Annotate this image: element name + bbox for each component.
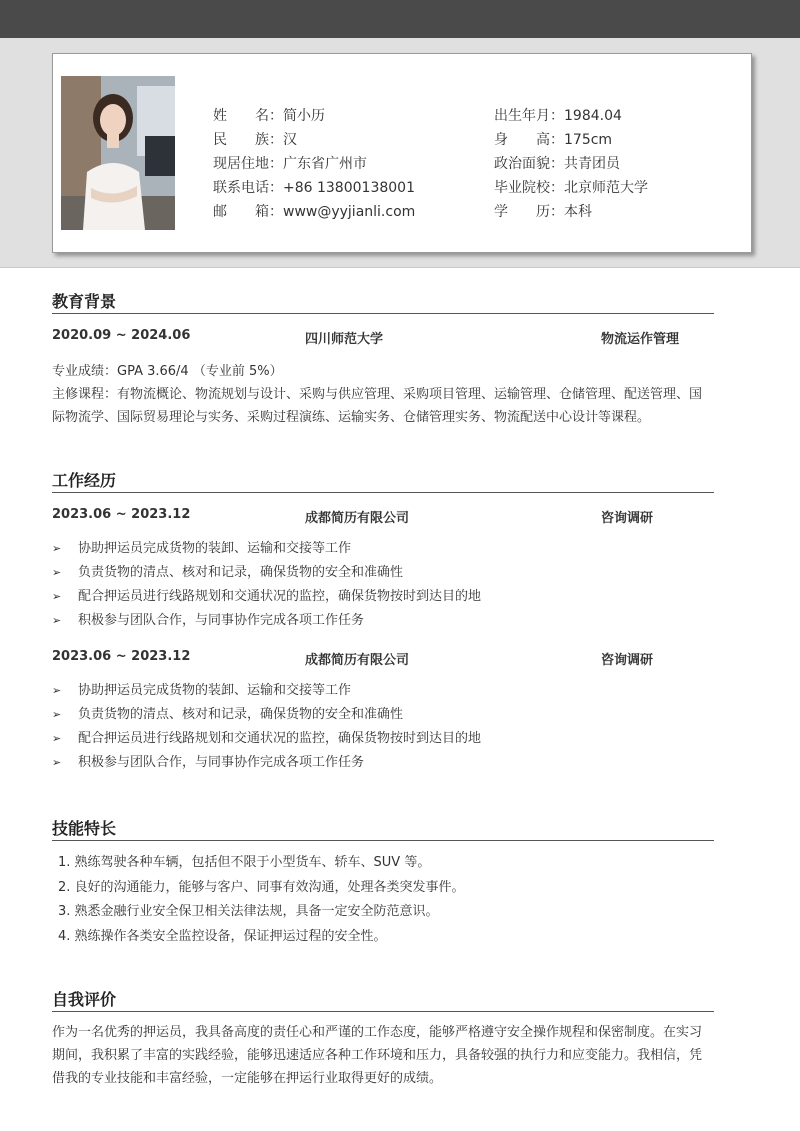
education-section	[52, 290, 714, 429]
education-courses: 主修课程：有物流概论、物流规划与设计、采购与供应管理、采购项目管理、运输管理、仓储管理、配送管理、国际物流学、国际贸易理论与实务、采购过程演练、运输实务、仓储管理实务、物流配送中心设计等课程。	[52, 387, 703, 425]
profile-value: 本科	[564, 204, 592, 220]
list-item: 1. 熟练驾驶各种车辆，包括但不限于小型货车、轿车、SUV 等。	[58, 855, 431, 870]
skills-list	[52, 851, 714, 949]
profile-card	[52, 53, 752, 253]
profile-value: 1984.04	[564, 108, 622, 124]
arrowhead-bullet-icon: ➢	[52, 614, 62, 627]
profile-row-birth: 出生年月 ： 1984.04	[494, 104, 648, 128]
education-school: 四川师范大学	[305, 332, 384, 347]
profile-right-column	[494, 104, 648, 224]
section-title: 教育背景	[52, 290, 714, 314]
work-duties-list	[52, 537, 714, 633]
arrowhead-bullet-icon: ➢	[52, 684, 62, 697]
profile-value: www@yyjianli.com	[283, 204, 416, 220]
education-date: 2020.09 ~ 2024.06	[52, 328, 191, 343]
arrowhead-bullet-icon: ➢	[52, 566, 62, 579]
profile-row-name: 姓名 ： 简小历	[213, 104, 415, 128]
arrowhead-bullet-icon: ➢	[52, 732, 62, 745]
list-item: ➢ 配合押运员进行线路规划和交通状况的监控，确保货物按时到达目的地	[52, 727, 714, 751]
profile-row-residence: 现居住地 ： 广东省广州市	[213, 152, 415, 176]
profile-row-height: 身高 ： 175cm	[494, 128, 648, 152]
education-gpa: 专业成绩：GPA 3.66/4 （专业前 5%）	[52, 364, 283, 379]
list-item: ➢ 协助押运员完成货物的装卸、运输和交接等工作	[52, 537, 714, 561]
work-role: 咨询调研	[601, 511, 654, 526]
list-item: ➢ 负责货物的清点、核对和记录，确保货物的安全和准确性	[52, 561, 714, 585]
list-item: ➢ 协助押运员完成货物的装卸、运输和交接等工作	[52, 679, 714, 703]
profile-label: 身高	[494, 132, 550, 148]
top-bar	[0, 0, 800, 38]
arrowhead-bullet-icon: ➢	[52, 756, 62, 769]
arrowhead-bullet-icon: ➢	[52, 542, 62, 555]
list-item: 4. 熟练操作各类安全监控设备，保证押运过程的安全性。	[58, 928, 387, 944]
profile-label: 姓名	[213, 108, 269, 124]
list-item: 3. 熟悉金融行业安全保卫相关法律法规，具备一定安全防范意识。	[58, 904, 439, 919]
profile-label: 出生年月	[494, 108, 550, 124]
list-item: ➢ 配合押运员进行线路规划和交通状况的监控，确保货物按时到达目的地	[52, 585, 714, 609]
profile-left-column	[213, 104, 415, 224]
profile-label: 学历	[494, 204, 550, 220]
education-major: 物流运作管理	[601, 332, 680, 347]
education-entry-header	[52, 328, 714, 350]
profile-label: 毕业院校	[494, 180, 550, 196]
profile-label: 民族	[213, 132, 269, 148]
profile-label: 邮箱	[213, 204, 269, 220]
work-section	[52, 469, 714, 775]
self-evaluation-text: 作为一名优秀的押运员，我具备高度的责任心和严谨的工作态度，能够严格遵守安全操作规程和保密制度。在实习期间，我积累了丰富的实践经验，能够迅速适应各种工作环境和压力，具备较强的执行力和应变能力。我相信，凭借我的专业技能和丰富经验，一定能够在押运行业取得更好的成绩。	[52, 1025, 703, 1086]
work-date: 2023.06 ~ 2023.12	[52, 507, 191, 522]
profile-label: 现居住地	[213, 156, 269, 172]
section-title: 工作经历	[52, 469, 714, 493]
profile-value: 北京师范大学	[564, 180, 648, 196]
section-title: 技能特长	[52, 817, 714, 841]
profile-value: 共青团员	[564, 156, 620, 172]
profile-value: 汉	[283, 132, 297, 148]
profile-row-political: 政治面貌 ： 共青团员	[494, 152, 648, 176]
profile-value: 简小历	[283, 108, 325, 124]
profile-label: 联系电话	[213, 180, 269, 196]
profile-row-email: 邮箱 ： www@yyjianli.com	[213, 200, 415, 224]
profile-label: 政治面貌	[494, 156, 550, 172]
arrowhead-bullet-icon: ➢	[52, 590, 62, 603]
work-entry-header	[52, 649, 714, 671]
skills-section	[52, 817, 714, 949]
list-item: ➢ 积极参与团队合作，与同事协作完成各项工作任务	[52, 609, 714, 633]
work-company: 成都简历有限公司	[305, 653, 410, 668]
work-company: 成都简历有限公司	[305, 511, 410, 526]
profile-value: +86 13800138001	[283, 180, 415, 196]
self-evaluation-section	[52, 988, 714, 1090]
profile-row-phone: 联系电话 ： +86 13800138001	[213, 176, 415, 200]
profile-value: 广东省广州市	[283, 156, 367, 172]
profile-row-degree: 学历 ： 本科	[494, 200, 648, 224]
arrowhead-bullet-icon: ➢	[52, 708, 62, 721]
list-item: 2. 良好的沟通能力，能够与客户、同事有效沟通，处理各类突发事件。	[58, 879, 465, 895]
profile-photo	[61, 76, 175, 230]
work-entry-header	[52, 507, 714, 529]
work-duties-list	[52, 679, 714, 775]
profile-row-school: 毕业院校 ： 北京师范大学	[494, 176, 648, 200]
list-item: ➢ 负责货物的清点、核对和记录，确保货物的安全和准确性	[52, 703, 714, 727]
section-title: 自我评价	[52, 988, 714, 1012]
profile-row-ethnicity: 民族 ： 汉	[213, 128, 415, 152]
work-date: 2023.06 ~ 2023.12	[52, 649, 191, 664]
profile-value: 175cm	[564, 132, 613, 148]
list-item: ➢ 积极参与团队合作，与同事协作完成各项工作任务	[52, 751, 714, 775]
work-role: 咨询调研	[601, 653, 654, 668]
